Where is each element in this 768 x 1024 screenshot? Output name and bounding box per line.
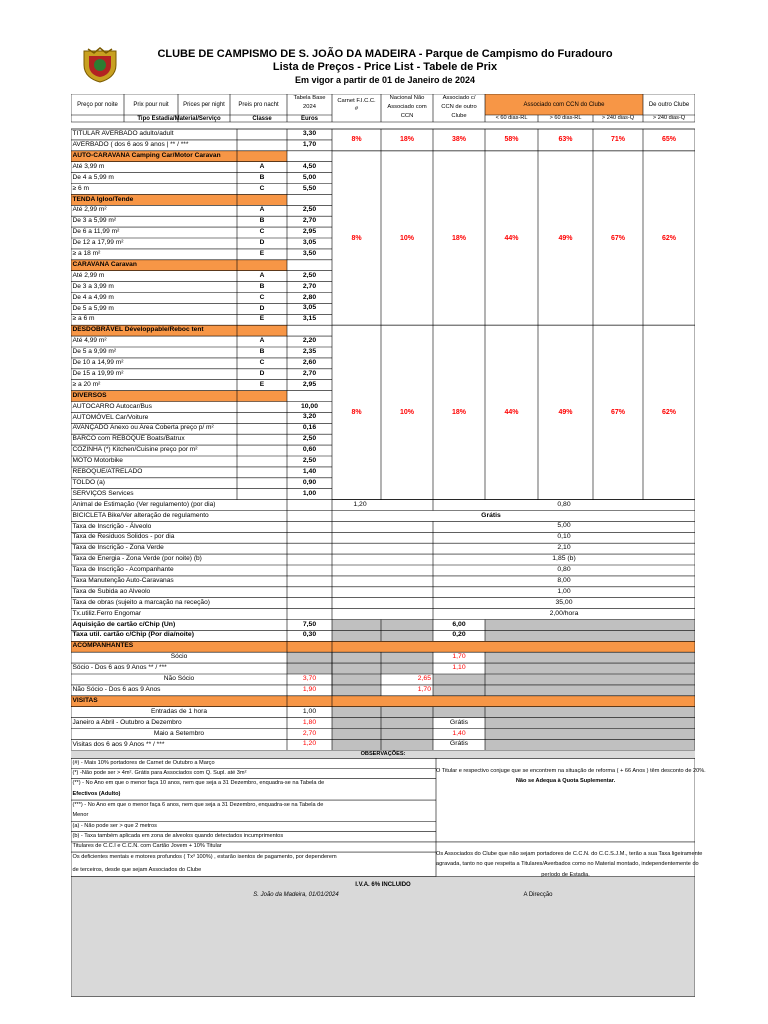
card-label: Taxa util. cartão c/Chip (Por dia/noite) xyxy=(72,631,194,639)
item-base-price: 2,35 xyxy=(302,348,317,356)
fee-label: Taxa de Energia - Zona Verde (por noite) (b) xyxy=(72,555,202,563)
observacoes-title: OBSERVAÇÕES: xyxy=(360,750,406,757)
fee-label: Taxa de obras (sujeito a marcação na receção) xyxy=(72,598,210,606)
item-base-price: 2,70 xyxy=(302,369,317,377)
item-label: ≥ a 18 m² xyxy=(72,250,101,258)
item-label: De 5 a 5,99 m xyxy=(72,304,114,312)
cell-text: De outro Clube xyxy=(648,101,690,108)
discount-value: 67% xyxy=(610,408,625,416)
item-label: De 4 a 5,99 m xyxy=(72,173,114,181)
section-title: ACOMPANHANTES xyxy=(72,642,134,650)
item-base-price: 1,40 xyxy=(302,467,317,475)
card-price: 0,20 xyxy=(452,631,466,639)
discount-value: 8% xyxy=(351,234,362,242)
item-label: AUTOCARRO Autocar/Bus xyxy=(72,402,152,410)
fee-value: 1,00 xyxy=(557,587,571,595)
cell-text: Preço por noite xyxy=(77,101,118,108)
visita-base-price: 1,20 xyxy=(302,740,317,748)
section-title: TENDA Igloo/Tende xyxy=(72,195,134,203)
item-classe: C xyxy=(259,359,265,367)
item-label: De 5 a 9,99 m² xyxy=(72,348,117,356)
item-base-price: 2,50 xyxy=(302,435,317,443)
direccao: A Direcção xyxy=(523,892,553,898)
fee-value: 5,00 xyxy=(557,522,571,530)
item-label: ≥ 6 m xyxy=(72,184,89,192)
item-classe: E xyxy=(259,315,265,323)
item-classe: B xyxy=(259,173,265,181)
grey-fill xyxy=(485,739,695,750)
grey-fill xyxy=(332,630,433,641)
acomp-price: 1,10 xyxy=(452,664,466,672)
item-label: AVERBADO ( dos 6 aos 9 anos | ** / *** xyxy=(72,141,189,149)
fee-label: Taxa de Subida ao Alveolo xyxy=(72,587,151,595)
grey-fill xyxy=(287,663,433,674)
item-base-price: 0,60 xyxy=(302,446,317,454)
item-classe: C xyxy=(259,228,265,236)
grey-fill xyxy=(485,685,695,696)
item-label: Até 2,99 m² xyxy=(72,206,107,214)
cell-text: Associado c/ xyxy=(442,94,476,101)
note-text: (*) -Não pode ser > 4m². Grátis para Associados com Q. Supl. até 3m² xyxy=(72,769,247,776)
cell-text: Prices per night xyxy=(183,101,225,108)
cell-text: Carnet F.I.C.C. xyxy=(337,97,376,104)
item-classe: A xyxy=(259,271,265,279)
discount-value: 63% xyxy=(558,136,573,144)
item-base-price: 0,90 xyxy=(302,478,317,486)
fee-label: Taxa Manutenção Auto-Caravanas xyxy=(72,577,174,585)
fee-label: Taxa de Inscrição - Álveolo xyxy=(72,522,152,530)
cell-text: CCN de outro xyxy=(441,103,477,110)
card-label: Aquisição de cartão c/Chip (Un) xyxy=(72,620,176,628)
item-label: ≥ a 20 m² xyxy=(72,380,101,388)
grey-fill xyxy=(485,620,695,631)
item-classe: A xyxy=(259,337,265,345)
item-price: Grátis xyxy=(481,511,501,519)
item-base-price: 2,50 xyxy=(302,206,317,214)
grey-fill xyxy=(433,707,485,718)
iva-note: I.V.A. 6% INCLUIDO xyxy=(355,882,411,888)
item-base-price: 3,50 xyxy=(302,249,317,257)
grey-fill xyxy=(332,674,381,685)
note-text: (#) - Mais 10% portadores de Carnet de Outubro a Março xyxy=(72,759,215,766)
grey-fill xyxy=(433,685,485,696)
item-base-price: 3,15 xyxy=(302,315,317,323)
item-label: De 12 a 17,99 m² xyxy=(72,239,124,247)
discount-value: 62% xyxy=(661,234,676,242)
price-list-title: Lista de Preços - Price List - Tabele de Prix xyxy=(272,61,498,73)
note-text: (b) - Taxa também aplicada em zona de alveolos quando detectados incumprimentos xyxy=(72,833,284,839)
item-label: Até 4,99 m² xyxy=(72,337,107,345)
cell-text: Classe xyxy=(252,115,272,122)
item-base-price: 3,05 xyxy=(302,239,317,247)
item-base-price: 2,80 xyxy=(302,293,317,301)
note-right-text: agravada, tanto no que respeita a Titulares/Averbados como no Material montado, independentemente do xyxy=(436,861,699,868)
grey-fill xyxy=(287,652,433,663)
note-text: Menor xyxy=(72,812,89,819)
note-right-text: período de Estadia. xyxy=(541,871,590,878)
cell-text: > 60 dias-RL xyxy=(549,114,582,121)
place-date: S. João da Madeira, 01/01/2024 xyxy=(253,892,339,898)
fee-value: 35,00 xyxy=(555,598,573,606)
item-label: SERVIÇOS Services xyxy=(72,489,134,497)
item-price: 0,80 xyxy=(557,500,571,508)
item-base-price: 5,00 xyxy=(302,173,317,181)
grey-fill xyxy=(485,718,695,729)
cell-text: Associado com xyxy=(387,103,427,110)
item-label: MOTO Motorbike xyxy=(72,457,123,465)
acomp-base-price: 3,70 xyxy=(302,675,317,683)
acomp-label: Não Sócio - Dos 6 aos 9 Anos xyxy=(72,686,161,694)
cell-text: # xyxy=(354,105,359,112)
grey-fill xyxy=(332,729,433,740)
grey-fill xyxy=(485,663,695,674)
cell-text: < 60 dias-RL xyxy=(495,114,528,121)
visita-base-price: 2,70 xyxy=(302,729,317,737)
fee-value: 8,00 xyxy=(557,576,571,584)
item-base-price: 2,70 xyxy=(302,217,317,225)
fee-label: Tx.utiliz.Ferro Engomar xyxy=(72,609,142,617)
item-label: Até 3,99 m xyxy=(72,162,105,170)
item-label: Animal de Estimação (Ver regulamento) (por dia) xyxy=(72,500,216,508)
acomp-price: 1,70 xyxy=(452,653,466,661)
cell-text: > 240 dias-Q xyxy=(601,114,635,121)
discount-value: 67% xyxy=(610,234,625,242)
cell-text: Preis pro nacht xyxy=(238,101,279,108)
grey-fill xyxy=(332,620,433,631)
visita-label: Maio a Setembro xyxy=(153,729,205,737)
fee-value: 2,00/hora xyxy=(549,609,579,617)
item-label: De 3 a 5,99 m² xyxy=(72,217,117,225)
item-base-price: 3,20 xyxy=(302,413,317,421)
fee-label: Taxa de Inscrição - Acompanhante xyxy=(72,566,174,574)
grey-fill xyxy=(485,674,695,685)
item-label: TITULAR AVERBADO adulto/adult xyxy=(72,130,174,138)
note-text: Os deficientes mentais e motores profundos ( Tx³ 100%) , estarão isentos de pagamento, por dependerem xyxy=(72,854,337,861)
visita-price: Grátis xyxy=(449,740,469,748)
note-right-text: Não se Adequa à Quota Suplementar. xyxy=(515,777,616,784)
discount-value: 10% xyxy=(399,408,414,416)
cell-text: Tipo Estadia/Material/Serviço xyxy=(137,115,221,122)
grey-fill xyxy=(332,718,433,729)
item-base-price: 2,95 xyxy=(302,380,317,388)
item-classe: B xyxy=(259,217,265,225)
item-base-price: 10,00 xyxy=(300,402,318,410)
acomp-label: Sócio - Dos 6 aos 9 Anos ** / *** xyxy=(72,664,167,672)
discount-value: 18% xyxy=(399,136,414,144)
club-crest-icon xyxy=(80,47,120,83)
item-classe: D xyxy=(259,304,265,312)
cell-text: Euros xyxy=(300,115,318,122)
discount-value: 71% xyxy=(610,136,625,144)
item-label: De 15 a 19,99 m² xyxy=(72,369,124,377)
discount-value: 49% xyxy=(558,234,573,242)
item-label: BICICLETA Bike/Ver alteração de regulamento xyxy=(72,511,209,519)
item-classe: D xyxy=(259,239,265,247)
item-classe: E xyxy=(259,380,265,388)
section-title: CARAVANA Caravan xyxy=(72,260,137,268)
grey-fill xyxy=(332,707,433,718)
note-text: (***) - No Ano em que o menor faça 6 anos, nem que seja a 31 Dezembro, enquadra-se na Tabela de xyxy=(72,801,324,808)
visita-price: 1,40 xyxy=(452,729,466,737)
item-base-price: 1,70 xyxy=(302,140,317,148)
note-text: Efectivos (Adulto) xyxy=(72,790,121,797)
discount-value: 44% xyxy=(504,408,519,416)
section-title: AUTO-CARAVANA Camping Car/Motor Caravan xyxy=(72,151,221,159)
grey-fill xyxy=(485,729,695,740)
visita-label: Entradas de 1 hora xyxy=(150,707,208,715)
note-text: (a) - Não pode ser > que 2 metros xyxy=(72,822,157,829)
note-right-text: O Titular e respectivo conjuge que se encontrem na situação de reforma ( + 66 Anos ) têm desconto de 20%. xyxy=(436,767,706,774)
item-label: COZINHA (*) Kitchen/Cuisine preço por m² xyxy=(72,446,198,454)
item-base-price: 5,50 xyxy=(302,184,317,192)
item-label: BARCO com REBOQUE Boats/Batrux xyxy=(72,435,185,443)
cell-text: Prix pour nuit xyxy=(133,101,169,108)
grey-fill xyxy=(332,685,381,696)
discount-value: 18% xyxy=(451,234,466,242)
item-base-price: 0,16 xyxy=(302,424,317,432)
item-base-price: 2,50 xyxy=(302,457,317,465)
discount-value: 44% xyxy=(504,234,519,242)
fee-value: 0,80 xyxy=(557,566,571,574)
card-base-price: 0,30 xyxy=(302,631,317,639)
item-classe: C xyxy=(259,293,265,301)
price-table xyxy=(71,94,706,997)
card-price: 6,00 xyxy=(452,620,466,628)
club-title: CLUBE DE CAMPISMO DE S. JOÃO DA MADEIRA - Parque de Campismo do Furadouro xyxy=(157,48,613,60)
grey-fill xyxy=(485,630,695,641)
acomp-label: Não Sócio xyxy=(163,675,195,683)
section-title: DESDOBRÁVEL Développable/Reboc tent xyxy=(72,326,204,334)
cell-text: Tabela Base xyxy=(293,95,326,102)
fee-value: 2,10 xyxy=(557,544,571,552)
card-base-price: 7,50 xyxy=(302,620,317,628)
item-label: Até 2,99 m xyxy=(72,271,105,279)
section-fill xyxy=(71,641,695,652)
acomp-nac-price: 2,65 xyxy=(417,675,431,683)
section-title: VISITAS xyxy=(72,696,98,704)
item-price: 1,20 xyxy=(353,500,367,508)
item-base-price: 4,50 xyxy=(302,162,317,170)
visita-base-price: 1,00 xyxy=(302,707,317,715)
grey-fill xyxy=(433,674,485,685)
item-label: De 3 a 3,99 m xyxy=(72,282,114,290)
acomp-nac-price: 1,70 xyxy=(417,685,431,693)
item-label: REBOQUE/ATRELADO xyxy=(72,468,143,476)
item-label: AUTOMÓVEL Car/Voiture xyxy=(72,413,149,421)
discount-value: 62% xyxy=(661,408,676,416)
fee-value: 1,85 (b) xyxy=(552,555,576,563)
note-text: (**) - No Ano em que o menor faça 10 anos, nem que seja a 31 Dezembro, enquadra-se na Tabela de xyxy=(72,780,325,787)
visita-label: Janeiro a Abril - Outubro a Dezembro xyxy=(72,718,182,726)
fee-label: Taxa de Residuos Solidos - por dia xyxy=(72,533,175,541)
discount-value: 49% xyxy=(558,408,573,416)
discount-value: 10% xyxy=(399,234,414,242)
item-base-price: 2,70 xyxy=(302,282,317,290)
section-fill xyxy=(71,696,695,707)
discount-value: 8% xyxy=(351,408,362,416)
item-label: TOLDO (a) xyxy=(72,478,105,486)
note-text: de terceiros, desde que sejam Associados do Clube xyxy=(72,866,202,873)
discount-value: 18% xyxy=(451,408,466,416)
item-base-price: 1,00 xyxy=(302,489,317,497)
item-label: AVANÇADO Anexo ou Area Coberta preço p/ m² xyxy=(72,424,214,432)
acomp-base-price: 1,90 xyxy=(302,685,317,693)
item-label: ≥ a 6 m xyxy=(72,315,95,323)
item-base-price: 2,20 xyxy=(302,337,317,345)
note-text: Titulares de C.C.I e C.C.N. com Cartão Jovem + 10% Titular xyxy=(72,843,222,850)
item-classe: B xyxy=(259,348,265,356)
item-base-price: 3,05 xyxy=(302,304,317,312)
item-classe: D xyxy=(259,369,265,377)
item-base-price: 2,60 xyxy=(302,358,317,366)
grey-fill xyxy=(485,707,695,718)
section-title: DIVERSOS xyxy=(72,391,107,399)
acomp-label: Sócio xyxy=(170,653,188,661)
item-label: De 10 a 14,99 m² xyxy=(72,359,124,367)
fee-label: Taxa de Inscrição - Zona Verde xyxy=(72,544,164,552)
item-classe: E xyxy=(259,250,265,258)
discount-value: 58% xyxy=(504,136,519,144)
grey-fill xyxy=(332,739,433,750)
visita-base-price: 1,80 xyxy=(302,718,317,726)
discount-value: 8% xyxy=(351,136,362,144)
discount-value: 38% xyxy=(451,136,466,144)
discount-value: 65% xyxy=(661,136,676,144)
item-classe: A xyxy=(259,206,265,214)
item-classe: B xyxy=(259,282,265,290)
item-base-price: 3,30 xyxy=(302,130,317,138)
visita-label: Visitas dos 6 aos 9 Anos ** / *** xyxy=(72,740,165,748)
item-label: De 6 a 11,99 m² xyxy=(72,228,120,236)
cell-text: > 240 dias-Q xyxy=(652,114,686,121)
item-label: De 4 a 4,99 m xyxy=(72,293,114,301)
grey-fill xyxy=(485,652,695,663)
item-classe: A xyxy=(259,162,265,170)
item-base-price: 2,50 xyxy=(302,271,317,279)
item-classe: C xyxy=(259,184,265,192)
cell-text: 2024 xyxy=(303,104,316,111)
validity-date: Em vigor a partir de 01 de Janeiro de 2024 xyxy=(294,75,476,85)
cell-text: CCN xyxy=(400,112,414,119)
note-right-text: Os Associados do Clube que não sejam portadores de C.C.N. do C.C.S.J.M., terão a sua Taxa ligeiramente xyxy=(436,851,703,858)
cell-text: Nacional Não xyxy=(389,94,425,101)
cell-text: Associado com CCN do Clube xyxy=(523,101,605,108)
item-base-price: 2,95 xyxy=(302,228,317,236)
visita-price: Grátis xyxy=(449,718,469,726)
fee-value: 0,10 xyxy=(557,533,571,541)
cell-text: Clube xyxy=(451,112,467,119)
